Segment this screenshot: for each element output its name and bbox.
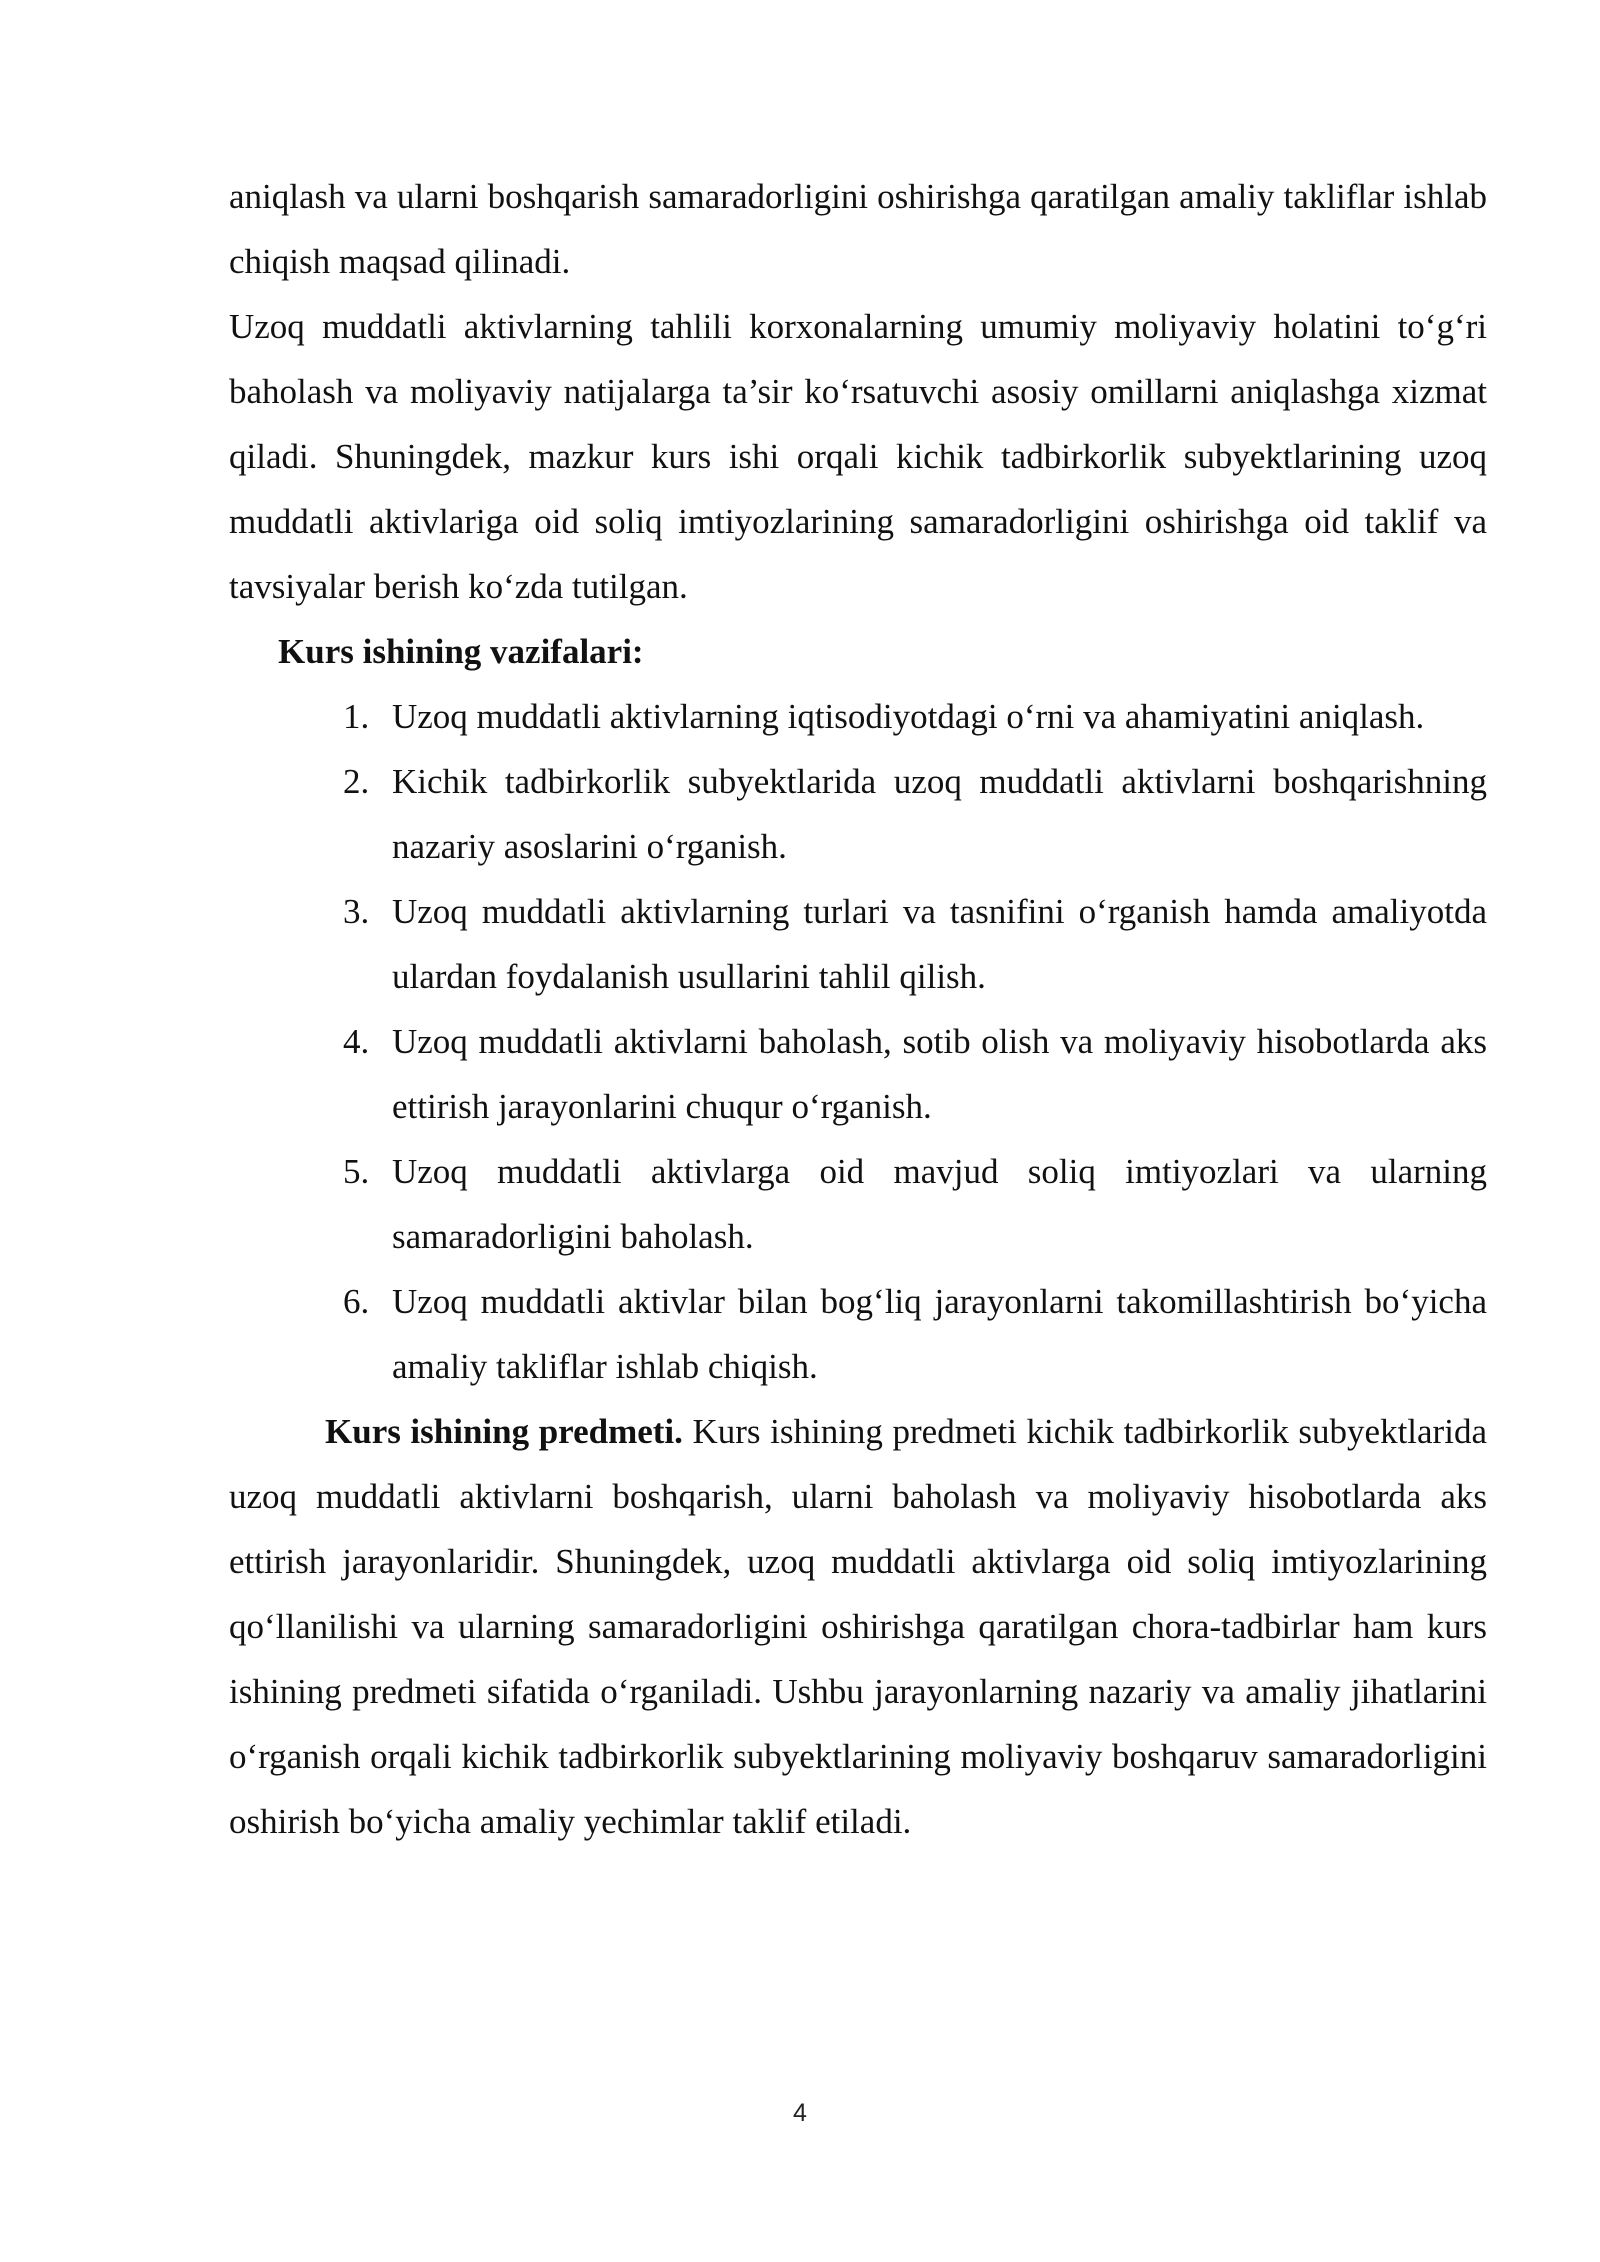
list-item (229, 879, 1487, 1009)
page-number: 4 (793, 2099, 807, 2127)
tasks-heading: Kurs ishining vazifalari: (278, 632, 644, 671)
list-item (229, 1009, 1487, 1139)
list-item-text: Uzoq muddatli aktivlarning iqtisodiyotdagi o‘rni va ahamiyatini aniqlash. (392, 697, 1425, 736)
list-item-text: Uzoq muddatli aktivlarga oid mavjud soliq imtiyozlari va ularning samaradorligini baholash. (392, 1152, 1487, 1256)
list-item-number: 6. (343, 1282, 370, 1321)
list-item-text: Uzoq muddatli aktivlar bilan bog‘liq jarayonlarni takomillashtirish bo‘yicha amaliy takliflar ishlab chiqish. (392, 1282, 1487, 1386)
list-item-text: Uzoq muddatli aktivlarni baholash, sotib olish va moliyaviy hisobotlarda aks ettirish jarayonlarini chuqur o‘rganish. (392, 1022, 1487, 1126)
analysis-paragraph: Uzoq muddatli aktivlarning tahlili korxonalarning umumiy moliyaviy holatini to‘g‘ri baholash va moliyaviy natijalarga ta’sir ko‘rsatuvchi asosiy omillarni aniqlashga xizmat qiladi. Shuningdek, mazkur kurs ishi orqali kichik tadbirkorlik subyektlarining uzoq muddatli aktivlariga oid soliq imtiyozlarining samaradorligini oshirishga oid taklif va tavsiyalar berish ko‘zda tutilgan. (229, 307, 1487, 606)
subject-paragraph (229, 1399, 1487, 1854)
list-item (229, 684, 1487, 749)
list-item-number: 3. (343, 892, 370, 931)
list-item-number: 2. (343, 762, 370, 801)
list-item-text: Kichik tadbirkorlik subyektlarida uzoq muddatli aktivlarni boshqarishning nazariy asoslarini o‘rganish. (392, 762, 1487, 866)
list-item-number: 5. (343, 1152, 370, 1191)
list-item (229, 749, 1487, 879)
list-item-number: 1. (343, 697, 370, 736)
list-item (229, 1269, 1487, 1399)
subject-text: Kurs ishining predmeti kichik tadbirkorlik subyektlarida uzoq muddatli aktivlarni boshqarish, ularni baholash va moliyaviy hisobotlarda aks ettirish jarayonlaridir. Shuningdek, uzoq muddatli aktivlarga oid soliq imtiyozlarining qo‘llanilishi va ularning samaradorligini oshirishga qaratilgan chora-tadbirlar ham kurs ishining predmeti sifatida o‘rganiladi. Ushbu jarayonlarning nazariy va amaliy jihatlarini o‘rganish orqali kichik tadbirkorlik subyektlarining moliyaviy boshqaruv samaradorligini oshirish bo‘yicha amaliy yechimlar taklif etiladi. (229, 1412, 1487, 1841)
list-item-number: 4. (343, 1022, 370, 1061)
document-body (229, 164, 1487, 1854)
tasks-list (229, 684, 1487, 1399)
intro-paragraph: aniqlash va ularni boshqarish samaradorligini oshirishga qaratilgan amaliy takliflar ishlab chiqish maqsad qilinadi. (229, 177, 1487, 281)
list-item (229, 1139, 1487, 1269)
subject-heading: Kurs ishining predmeti. (325, 1412, 683, 1451)
list-item-text: Uzoq muddatli aktivlarning turlari va tasnifini o‘rganish hamda amaliyotda ulardan foydalanish usullarini tahlil qilish. (392, 892, 1487, 996)
